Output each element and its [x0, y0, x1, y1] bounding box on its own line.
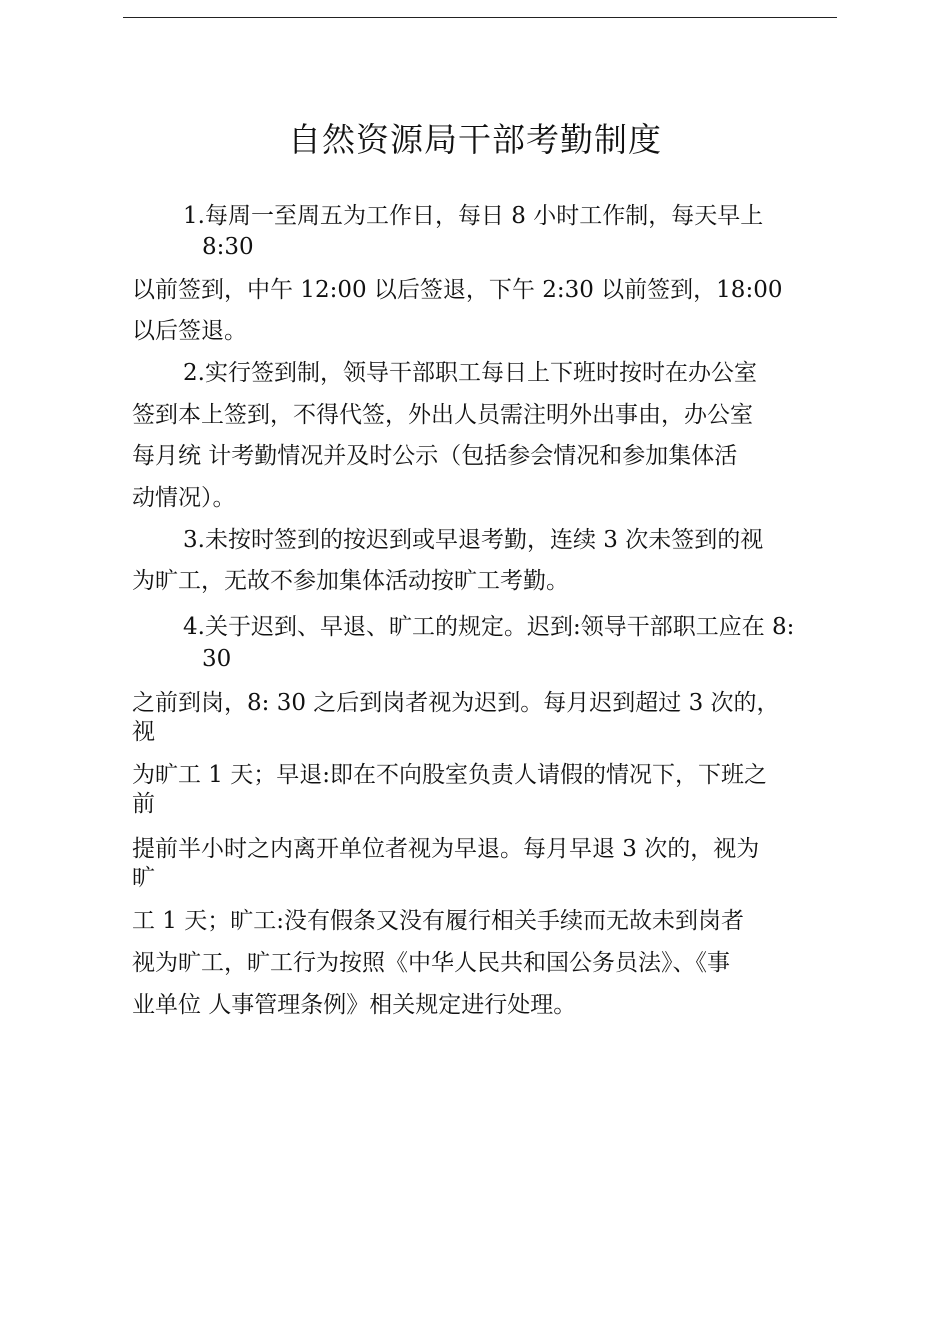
- paragraph-line: 前: [132, 791, 155, 817]
- paragraph-line: 2.实行签到制，领导干部职工每日上下班时按时在办公室: [183, 360, 757, 386]
- paragraph-line: 30: [202, 646, 232, 672]
- paragraph-line: 动情况）。: [132, 485, 236, 511]
- paragraph-line: 3.未按时签到的按迟到或早退考勤，连续 3 次未签到的视: [183, 527, 764, 553]
- paragraph-line: 视为旷工，旷工行为按照《中华人民共和国公务员法》、《事: [132, 950, 730, 976]
- paragraph-line: 4.关于迟到、早退、旷工的规定。迟到:领导干部职工应在 8:: [183, 614, 795, 640]
- paragraph-line: 8:30: [202, 234, 254, 260]
- paragraph-line: 为旷工，无故不参加集体活动按旷工考勤。: [132, 568, 569, 594]
- paragraph-line: 签到本上签到，不得代签，外出人员需注明外出事由，办公室: [132, 402, 753, 428]
- paragraph-line: 以前签到，中午 12:00 以后签退，下午 2:30 以前签到，18:00: [132, 277, 783, 303]
- paragraph-line: 为旷工 1 天；早退:即在不向股室负责人请假的情况下，下班之: [132, 762, 768, 788]
- paragraph-line: 提前半小时之内离开单位者视为早退。每月早退 3 次的，视为: [132, 836, 760, 862]
- paragraph-line: 视: [132, 719, 155, 745]
- paragraph-line: 工 1 天；旷工:没有假条又没有履行相关手续而无故未到岗者: [132, 908, 745, 934]
- paragraph-line: 业单位 人事管理条例》相关规定进行处理。: [132, 992, 577, 1018]
- header-rule: [123, 17, 837, 18]
- paragraph-line: 之前到岗，8: 30 之后到岗者视为迟到。每月迟到超过 3 次的，: [132, 690, 780, 716]
- paragraph-line: 旷: [132, 865, 155, 891]
- document-title: 自然资源局干部考勤制度: [288, 120, 662, 159]
- paragraph-line: 每月统 计考勤情况并及时公示（包括参会情况和参加集体活: [132, 443, 738, 469]
- paragraph-line: 1.每周一至周五为工作日，每日 8 小时工作制，每天早上: [183, 203, 764, 229]
- paragraph-line: 以后签退。: [132, 318, 247, 344]
